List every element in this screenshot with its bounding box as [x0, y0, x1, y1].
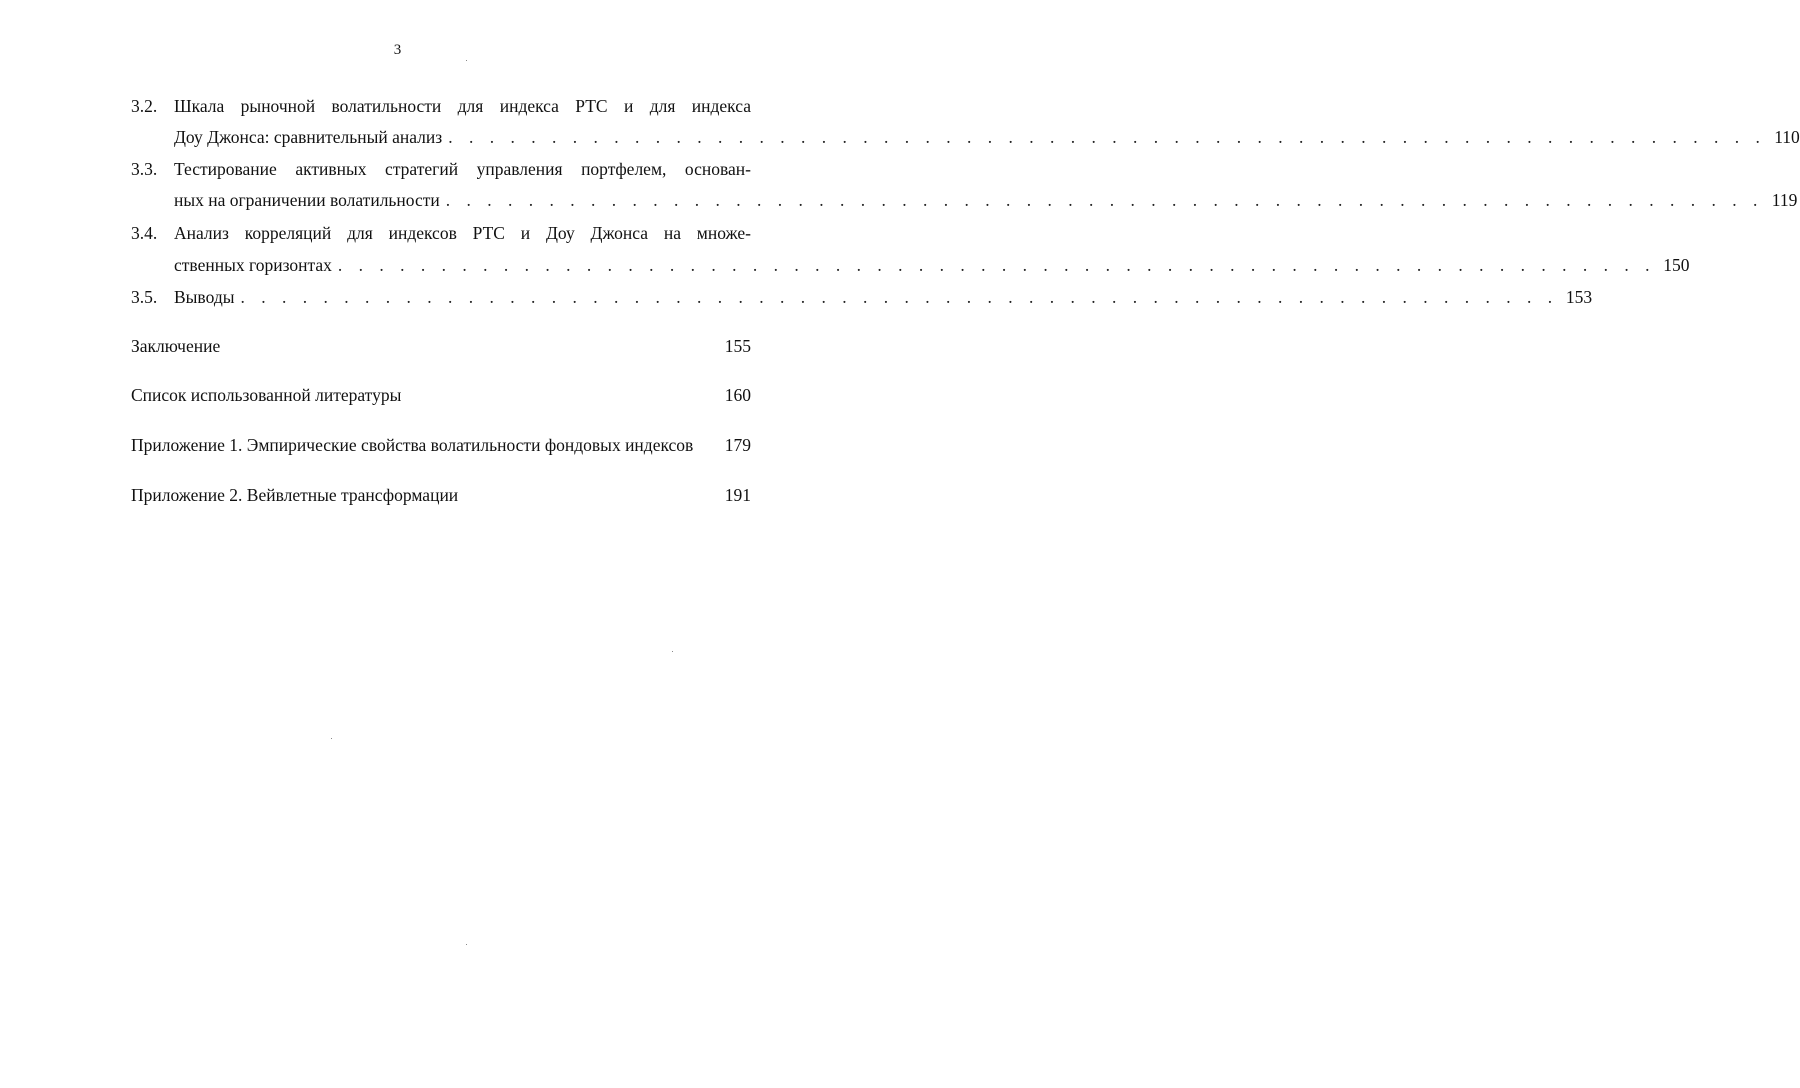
toc-chapter-conclusion[interactable]: [131, 335, 751, 357]
page-number: 3: [393, 42, 402, 58]
toc-entry-leader-row[interactable]: [174, 286, 1593, 308]
toc-chapter-references[interactable]: [131, 384, 751, 406]
toc-entry-number: 3.4.: [131, 223, 158, 243]
toc-entry-title: Выводы: [174, 287, 235, 307]
toc-entry-page: 119: [1771, 190, 1798, 210]
toc-chapter-appendix-1[interactable]: [131, 434, 751, 456]
toc-entry-leader-row[interactable]: [174, 254, 1690, 276]
toc-chapter-page: 155: [724, 336, 751, 356]
leader-dots: . . . . . . . . . . . . . . . . . . . . . . . . . . . . . . . . . . . . . . . . . . . . . . . . . . . . . . . . . . . . . . . .: [337, 255, 1656, 275]
toc-entry-title-line1: Анализ корреляций для индексов РТС и Доу Джонса на множе-: [174, 223, 751, 243]
toc-chapter-page: 191: [724, 485, 751, 505]
toc-entry-leader-row[interactable]: [174, 189, 1798, 211]
toc-entry-title-line2: ственных горизонтах: [174, 255, 332, 275]
toc-entry-title-line2: Доу Джонса: сравнительный анализ: [174, 127, 443, 147]
toc-entry-number: 3.2.: [131, 96, 158, 116]
toc-entry-title-line2: ных на ограничении волатильности: [174, 190, 440, 210]
toc-entry-title-line1: Шкала рыночной волатильности для индекса РТС и для индекса: [174, 96, 751, 116]
scan-speck: [466, 60, 467, 61]
toc-entry-title-line1: Тестирование активных стратегий управления портфелем, основан-: [174, 159, 751, 179]
toc-entry-page: 110: [1774, 127, 1800, 147]
toc-chapter-title: Список использованной литературы: [131, 385, 402, 405]
scan-speck: [466, 944, 467, 945]
scan-speck: [331, 738, 332, 739]
toc-chapter-title: Заключение: [131, 336, 221, 356]
toc-entry-leader-row[interactable]: [174, 126, 1800, 148]
scan-speck: [672, 651, 673, 652]
leader-dots: . . . . . . . . . . . . . . . . . . . . . . . . . . . . . . . . . . . . . . . . . . . . . . . . . . . . . . . . . . . . . . . .: [445, 190, 1764, 210]
leader-dots: . . . . . . . . . . . . . . . . . . . . . . . . . . . . . . . . . . . . . . . . . . . . . . . . . . . . . . . . . . . . . . . .: [240, 287, 1559, 307]
toc-chapter-title: Приложение 1. Эмпирические свойства волатильности фондовых индексов: [131, 435, 694, 455]
toc-chapter-title: Приложение 2. Вейвлетные трансформации: [131, 485, 459, 505]
toc-entry-number: 3.5.: [131, 287, 158, 307]
toc-entry-page: 153: [1565, 287, 1593, 307]
toc-chapter-appendix-2[interactable]: [131, 484, 751, 506]
toc-chapter-page: 160: [724, 385, 751, 405]
toc-entry-page: 150: [1663, 255, 1690, 275]
leader-dots: . . . . . . . . . . . . . . . . . . . . . . . . . . . . . . . . . . . . . . . . . . . . . . . . . . . . . . . . . . . . . . . .: [448, 127, 1766, 147]
toc-entry-number: 3.3.: [131, 159, 158, 179]
toc-chapter-page: 179: [724, 435, 751, 455]
